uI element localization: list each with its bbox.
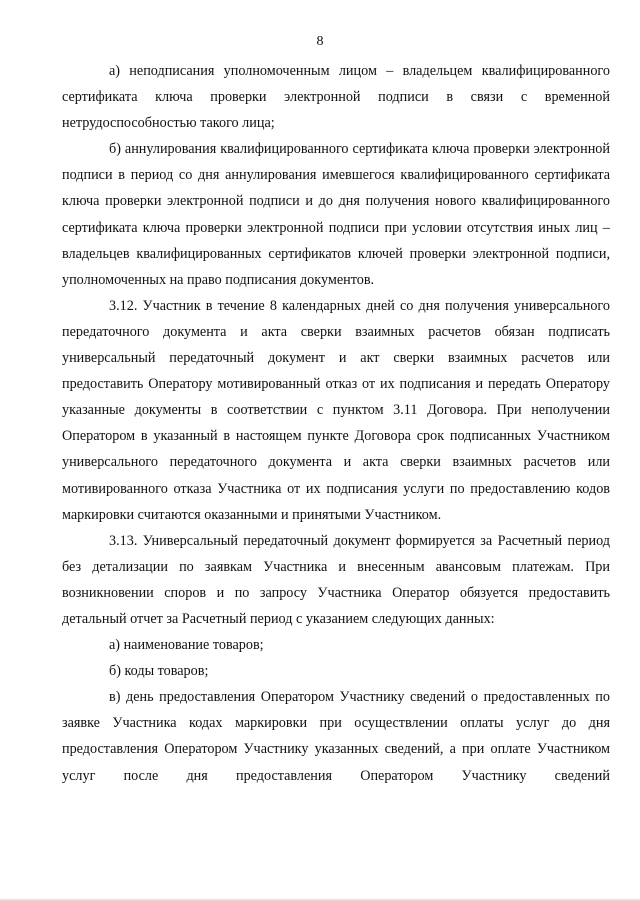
paragraph-a-unsigned: а) неподписания уполномоченным лицом – владельцем квалифицированного сертификата ключа проверки электронной подписи в связи с временной нетрудоспособностью такого лица; — [62, 63, 610, 132]
document-body — [62, 58, 610, 789]
page-number: 8 — [316, 34, 324, 49]
list-item-goods-codes: б) коды товаров; — [109, 663, 209, 680]
paragraph-3-12: 3.12. Участник в течение 8 календарных дней со дня получения универсального передаточного документа и акта сверки взаимных расчетов обязан подписать универсальный передаточный документ и акт сверки взаимных расчетов или предоставить Оператору мотивированный отказ от их подписания и передать Оператору указанные документы в соответствии с пунктом 3.11 Договора. При неполучении Оператором в указанный в настоящем пункте Договора срок подписанных Участником универсального передаточного документа и акта сверки взаимных расчетов или мотивированного отказа Участника от их подписания услуги по предоставлению кодов маркировки считаются оказанными и принятыми Участником. — [62, 297, 610, 523]
paragraph-3-13: 3.13. Универсальный передаточный документ формируется за Расчетный период без детализации по заявкам Участника и внесенным авансовым платежам. При возникновении споров и по запросу Участника Оператор обязуется предоставить детальный отчет за Расчетный период с указанием следующих данных: — [62, 532, 610, 627]
paragraph-b-annulment: б) аннулирования квалифицированного сертификата ключа проверки электронной подписи в период со дня аннулирования имевшегося квалифицированного сертификата ключа проверки электронной подписи и до дня получения нового квалифицированного сертификата ключа проверки электронной подписи при условии отсутствия иных лиц – владельцев квалифицированных сертификатов ключей проверки электронной подписи, уполномоченных на право подписания документов. — [62, 141, 610, 288]
list-item-goods-name: а) наименование товаров; — [109, 637, 264, 654]
list-item-provision-day: в) день предоставления Оператором Участнику сведений о предоставленных по заявке Участника кодах маркировки при осуществлении оплаты услуг до дня предоставления Оператором Участнику указанных сведений, а при оплате Участником услуг после дня предоставления Оператором Участнику сведений — [62, 689, 610, 784]
